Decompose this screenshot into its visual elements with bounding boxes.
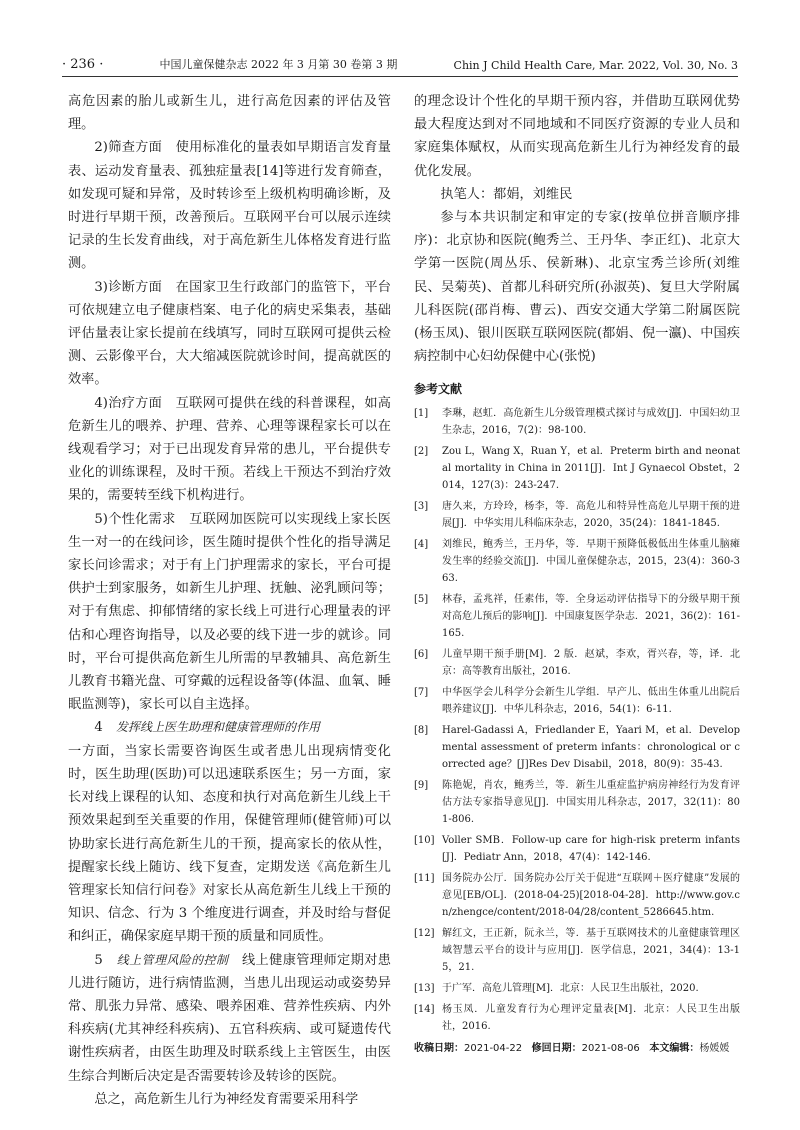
reference-item	[414, 832, 740, 866]
reference-item	[414, 722, 740, 773]
reference-text: 儿童早期干预手册[M]．2 版．赵斌，李欢，胥兴春，等，译．北京：高等教育出版社，2016.	[442, 649, 740, 678]
received-date: 2021-04-22	[464, 1043, 523, 1055]
reference-text: Zou L，Wang X，Ruan Y，et al．Preterm birth and neonatal mortality in China in 2011[J]．Int J Gynaecol Obstet，2014，127(3)：243-247.	[442, 446, 740, 492]
section-body-text: 线上健康管理师定期对患儿进行随访，进行病情监测，当患儿出现运动或姿势异常、肌张力异常、感染、喂养困难、营养性疾病、内外科疾病(尤其神经科疾病)、五官科疾病、或可疑遗传代谢性疾病者，由医生助理及时联系线上主管医生，由医生综合判断后决定是否需要转诊及转诊的医院。	[68, 952, 391, 1084]
reference-number: [6]	[414, 649, 429, 661]
reference-item	[414, 980, 740, 997]
reference-text: 李琳，赵虹．高危新生儿分级管理模式探讨与成效[J]．中国妇幼卫生杂志，2016，7(2)：98-100.	[442, 408, 740, 437]
reference-number: [9]	[414, 780, 429, 792]
reference-number: [11]	[414, 873, 435, 885]
body-paragraph: 高危因素的胎儿或新生儿，进行高危因素的评估及管理。	[68, 94, 391, 133]
reference-item	[414, 684, 740, 718]
body-paragraph: 5)个性化需求 互联网加医院可以实现线上家长医生一对一的在线问诊，医生随时提供个性化的指导满足家长问诊需求；对于有上门护理需求的家长，平台可提供护士到家服务，如新生儿护理、抚触、泌乳顾问等；对于有焦虑、抑郁情绪的家长线上可进行心理量表的评估和心理咨询指导，以及必要的线下进一步的就诊。同时，平台可提供高危新生儿所需的早教辅具、高危新生儿教育书籍光盘、可穿戴的远程设备等(体温、血氧、睡眠监测等)，家长可以自主选择。	[68, 511, 391, 713]
reference-item	[414, 1001, 740, 1035]
body-paragraph: 参与本共识制定和审定的专家(按单位拼音顺序排序)：北京协和医院(鲍秀兰、王丹华、李正红)、北京大学第一医院(周丛乐、侯新琳)、北京宝秀兰诊所(刘维民、吴菊英)、首都儿科研究所(孙淑英)、复旦大学附属儿科医院(邵肖梅、曹云)、西安交通大学第二附属医院(杨玉凤)、银川医联互联网医院(都娟、倪一瀛)、中国疾病控制中心妇幼保健中心(张悦)	[414, 210, 740, 365]
section-title: 线上管理风险的控制	[116, 952, 229, 967]
section-number: 5	[94, 952, 103, 968]
reference-number: [13]	[414, 983, 435, 995]
reference-text: 国务院办公厅．国务院办公厅关于促进“互联网＋医疗健康”发展的意见[EB/OL]．(2018-04-25)[2018-04-28]．http://www.gov.cn/zhengce/content/2018-04/28/content_5286645.htm.	[442, 873, 740, 919]
reference-text: 解红文，王正新，阮永兰，等．基于互联网技术的儿童健康管理区域智慧云平台的设计与应用[J]．医学信息，2021，34(4)：13-15，21.	[442, 928, 740, 974]
revised-label: 修回日期：	[531, 1043, 582, 1055]
body-paragraph: 总之，高危新生儿行为神经发育需要采用科学	[94, 1091, 359, 1107]
reference-text: Harel-Gadassi A，Friedlander E，Yaari M，et al．Developmental assessment of preterm infants：chronological or corrected age？[J]Res Dev Disabil，2018，80(9)：35-43.	[442, 725, 740, 771]
reference-number: [1]	[414, 408, 429, 420]
article-dates	[414, 1039, 740, 1054]
reference-text: 中华医学会儿科学分会新生儿学组．早产儿、低出生体重儿出院后喂养建议[J]．中华儿科杂志，2016，54(1)：6-11.	[442, 687, 740, 716]
reference-item	[414, 646, 740, 680]
reference-text: 陈艳妮，肖农，鲍秀兰，等．新生儿重症监护病房神经行为发育评估方法专家指导意见[J]．中国实用儿科杂志，2017，32(11)：801-806.	[442, 780, 740, 826]
reference-item	[414, 536, 740, 587]
right-column	[414, 90, 740, 1054]
section-heading	[68, 716, 391, 739]
left-column	[68, 90, 391, 1111]
editor-label: 本文编辑：	[649, 1043, 700, 1055]
body-paragraph: 一方面，当家长需要咨询医生或者患儿出现病情变化时，医生助理(医助)可以迅速联系医生；另一方面，家长对线上课程的认知、态度和执行对高危新生儿线上干预效果起到至关重要的作用，保健管理师(健管师)可以协助家长进行高危新生儿的干预，提高家长的依从性，提醒家长线上随访、线下复查，定期发送《高危新生儿管理家长知信行问卷》对家长从高危新生儿线上干预的知识、信念、行为 3 个维度进行调查，并及时给与督促和纠正，确保家庭早期干预的质量和同质性。	[68, 743, 391, 945]
reference-text: 刘维民，鲍秀兰，王丹华，等．早期干预降低极低出生体重儿脑瘫发生率的经验交流[J]．中国儿童保健杂志，2015，23(4)：360-363.	[442, 539, 740, 585]
reference-text: 唐久来，方玲玲，杨李，等．高危儿和特异性高危儿早期干预的进展[J]．中华实用儿科临床杂志，2020，35(24)：1841-1845.	[442, 501, 740, 530]
reference-item	[414, 870, 740, 921]
body-paragraph: 4)治疗方面 互联网可提供在线的科普课程，如高危新生儿的喂养、护理、营养、心理等课程家长可以在线观看学习；对于已出现发育异常的患儿，平台提供专业化的训练课程，及时干预。若线上干预达不到治疗效果的，需要转至线下机构进行。	[68, 395, 391, 504]
reference-number: [10]	[414, 835, 435, 847]
section-heading	[68, 949, 391, 1088]
section-number: 4	[94, 720, 103, 736]
reference-number: [14]	[414, 1004, 435, 1016]
running-header	[62, 54, 738, 77]
received-label: 收稿日期：	[414, 1043, 464, 1055]
reference-list	[414, 405, 740, 1035]
reference-text: 杨玉凤．儿童发育行为心理评定量表[M]．北京：人民卫生出版社，2016.	[442, 1004, 740, 1033]
body-paragraph: 执笔人：都娟，刘维民	[440, 186, 573, 202]
reference-item	[414, 443, 740, 494]
body-paragraph: 2)筛查方面 使用标准化的量表如早期语言发育量表、运动发育量表、孤独症量表[14]等进行发育筛查，如发现可疑和异常，及时转诊至上级机构明确诊断，及时进行早期干预，改善预后。互联网平台可以展示连续记录的生长发育曲线，对于高危新生儿体格发育进行监测。	[68, 140, 391, 272]
revised-date: 2021-08-06	[581, 1043, 640, 1055]
reference-item	[414, 777, 740, 828]
reference-number: [5]	[414, 594, 429, 606]
reference-number: [2]	[414, 446, 429, 458]
editor-name: 杨媛媛	[699, 1043, 730, 1055]
reference-number: [3]	[414, 501, 429, 513]
reference-text: Voller SMB．Follow-up care for high-risk preterm infants[J]．Pediatr Ann，2018，47(4)：142-146.	[442, 835, 740, 864]
section-title: 发挥线上医生助理和健康管理师的作用	[115, 720, 320, 735]
references-heading: 参考文献	[414, 382, 463, 397]
reference-number: [4]	[414, 539, 429, 551]
body-paragraph: 3)诊断方面 在国家卫生行政部门的监管下，平台可依规建立电子健康档案、电子化的病史采集表，基础评估量表让家长提前在线填写，同时互联网可提供云检测、云影像平台，大大缩减医院就诊时间，提高就医的效率。	[68, 279, 391, 388]
reference-number: [12]	[414, 928, 435, 940]
page-number: · 236 ·	[62, 57, 104, 72]
reference-text: 于广军．高危儿管理[M]．北京：人民卫生出版社，2020.	[442, 983, 699, 995]
reference-item	[414, 405, 740, 439]
right-column-body	[414, 90, 740, 368]
reference-item	[414, 591, 740, 642]
body-paragraph: 的理念设计个性化的早期干预内容，并借助互联网优势最大程度达到对不同地域和不同医疗资源的专业人员和家庭集体赋权，从而实现高危新生儿行为神经发育的最优化发展。	[414, 94, 740, 179]
reference-item	[414, 925, 740, 976]
journal-name-en: Chin J Child Health Care, Mar. 2022, Vol. 30, No. 3	[453, 59, 738, 72]
reference-text: 林春，孟兆祥，任素伟，等．全身运动评估指导下的分级早期干预对高危儿预后的影响[J]．中国康复医学杂志．2021，36(2)：161-165.	[442, 594, 740, 640]
reference-number: [7]	[414, 687, 429, 699]
reference-number: [8]	[414, 725, 429, 737]
reference-item	[414, 498, 740, 532]
journal-name-cn: 中国儿童保健杂志 2022 年 3 月第 30 卷第 3 期	[159, 58, 398, 71]
